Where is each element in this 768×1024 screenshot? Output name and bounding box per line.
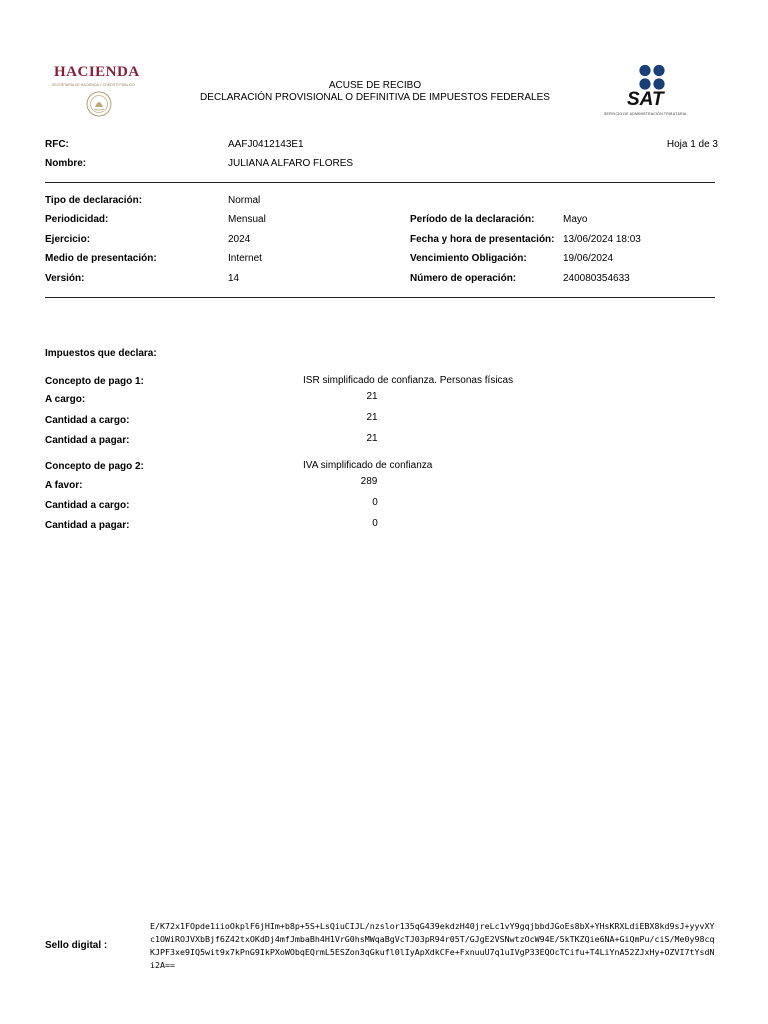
version-value: 14 xyxy=(228,273,240,284)
ejercicio-value: 2024 xyxy=(228,234,251,245)
medio-label: Medio de presentación: xyxy=(45,253,157,264)
sello-digital-label: Sello digital : xyxy=(45,940,108,951)
a-favor-value: 289 xyxy=(360,476,378,487)
periodicidad-value: Mensual xyxy=(228,214,266,225)
divider xyxy=(45,297,715,298)
national-seal-icon xyxy=(86,91,112,117)
sat-logo-subtitle: SERVICIO DE ADMINISTRACIÓN TRIBUTARIA xyxy=(604,112,687,116)
a-cargo-value: 21 xyxy=(366,391,378,402)
cantidad-pagar1-label: Cantidad a pagar: xyxy=(45,435,130,446)
sat-logo-wordmark: SAT xyxy=(627,89,664,110)
rfc-label: RFC: xyxy=(45,139,69,150)
tipo-label: Tipo de declaración: xyxy=(45,195,143,206)
a-cargo-label: A cargo: xyxy=(45,394,86,405)
tipo-value: Normal xyxy=(228,195,261,206)
rfc-value: AAFJ0412143E1 xyxy=(228,139,304,150)
periodicidad-label: Periodicidad: xyxy=(45,214,109,225)
name-value: JULIANA ALFARO FLORES xyxy=(228,158,354,169)
fecha-label: Fecha y hora de presentación: xyxy=(410,234,555,245)
periodo-label: Período de la declaración: xyxy=(410,214,535,225)
hacienda-logo-subtitle: SECRETARÍA DE HACIENDA Y CRÉDITO PÚBLICO xyxy=(52,83,135,87)
sello-digital-value: E/K72x1FOpde1iioOkplF6jHIm+b8p+5S+LsQiuCIJL/nzslor135qG439ekdzH40jreLc1vY9gqjbbdJGoEs8bX+YHsKRXLdiEBX8kd9sJ+yyvXYc1OWiROJVXbBjf6Z42txOKdDj4mfJmbaBh4H1VrG0hsMWqaBgVcTJ03pR94r05T/GJgE2VSNwtzOcW94E/5kTKZQie6NA+GiQmPu/ciS/Me0y98cqKJPF3xe9IQ5wit9x7kPnG9IkPXoWObqEQrmL5ESZon3qGkufl0lIyApXdkCFe+FxnuuU7q1uIVgP33EQOcTCifu+T4LiYnA52ZJxHy+OZVI7tYsdNi2A== xyxy=(150,921,715,970)
operacion-value: 240080354633 xyxy=(563,273,630,284)
taxes-heading: Impuestos que declara: xyxy=(45,348,157,359)
version-label: Versión: xyxy=(45,273,85,284)
page-indicator: Hoja 1 de 3 xyxy=(666,139,718,150)
document-title: ACUSE DE RECIBO xyxy=(328,80,422,91)
ejercicio-label: Ejercicio: xyxy=(45,234,91,245)
concepto2-label: Concepto de pago 2: xyxy=(45,461,144,472)
medio-value: Internet xyxy=(228,253,262,264)
cantidad-cargo1-label: Cantidad a cargo: xyxy=(45,415,130,426)
periodo-value: Mayo xyxy=(563,214,588,225)
sat-dots-icon xyxy=(638,64,668,92)
hacienda-logo xyxy=(48,64,148,122)
cantidad-pagar2-value: 0 xyxy=(372,518,378,529)
hacienda-logo-wordmark: HACIENDA xyxy=(54,64,140,80)
concepto1-value: ISR simplificado de confianza. Personas físicas xyxy=(303,375,514,386)
cantidad-cargo2-label: Cantidad a cargo: xyxy=(45,500,130,511)
fecha-value: 13/06/2024 18:03 xyxy=(563,234,641,245)
sat-logo xyxy=(602,64,718,122)
name-label: Nombre: xyxy=(45,158,87,169)
cantidad-pagar1-value: 21 xyxy=(366,433,378,444)
cantidad-cargo2-value: 0 xyxy=(372,497,378,508)
vencimiento-label: Vencimiento Obligación: xyxy=(410,253,527,264)
operacion-label: Número de operación: xyxy=(410,273,517,284)
vencimiento-value: 19/06/2024 xyxy=(563,253,614,264)
concepto1-label: Concepto de pago 1: xyxy=(45,376,144,387)
cantidad-cargo1-value: 21 xyxy=(366,412,378,423)
concepto2-value: IVA simplificado de confianza xyxy=(303,460,433,471)
document-subtitle: DECLARACIÓN PROVISIONAL O DEFINITIVA DE IMPUESTOS FEDERALES xyxy=(200,92,550,103)
a-favor-label: A favor: xyxy=(45,480,83,491)
cantidad-pagar2-label: Cantidad a pagar: xyxy=(45,520,130,531)
divider xyxy=(45,182,715,183)
